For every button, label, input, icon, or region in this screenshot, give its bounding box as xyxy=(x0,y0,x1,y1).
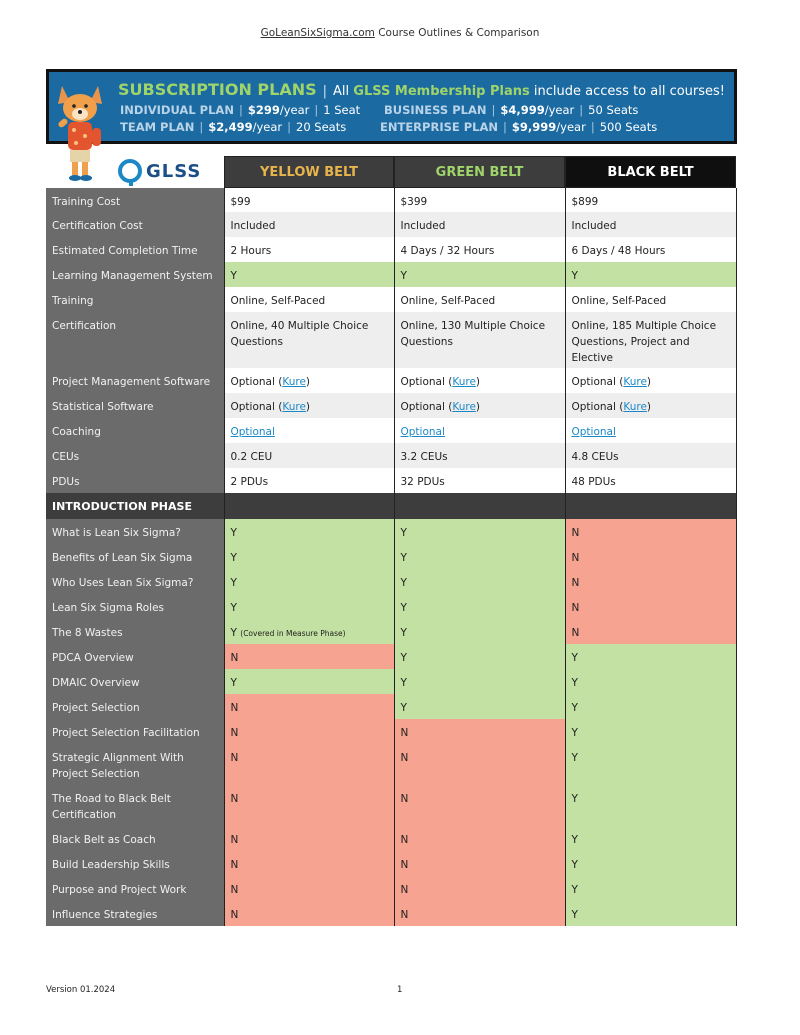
plan-per: /year xyxy=(544,103,575,117)
row-value xyxy=(565,594,736,619)
row-value xyxy=(565,644,736,669)
row-label: DMAIC Overview xyxy=(46,669,224,694)
row-value xyxy=(394,212,565,237)
row-label: Project Selection xyxy=(46,694,224,719)
cell-text: Y xyxy=(571,677,578,689)
row-value: Optional (Kure) xyxy=(394,393,565,418)
cell-text: Y xyxy=(230,677,237,689)
cell-text: Y xyxy=(400,702,407,714)
row-value xyxy=(224,594,394,619)
cell-text: Y xyxy=(571,859,578,871)
cell-text: $899 xyxy=(571,196,599,208)
banner-headline: SUBSCRIPTION PLANS | All GLSS Membership Plans include access to all courses! xyxy=(118,80,726,99)
column-header-green-belt: GREEN BELT xyxy=(394,156,565,188)
row-value xyxy=(394,826,565,851)
row-label: Learning Management System xyxy=(46,262,224,287)
row-value xyxy=(565,212,736,237)
cell-text: $399 xyxy=(400,196,428,208)
row-value xyxy=(394,694,565,719)
banner-highlight[interactable]: GLSS Membership Plans xyxy=(353,84,530,99)
row-label: Strategic Alignment With Project Selection xyxy=(46,744,224,785)
document-title xyxy=(0,27,800,39)
cell-text: N xyxy=(230,652,239,664)
cell-text: N xyxy=(400,752,409,764)
cell-text: Y xyxy=(571,652,578,664)
plan-price: $299 xyxy=(247,103,280,117)
cell-text: N xyxy=(400,793,409,805)
row-label: The 8 Wastes xyxy=(46,619,224,644)
row-value: Optional (Kure) xyxy=(565,368,736,393)
row-value xyxy=(224,744,394,785)
cell-text: 48 PDUs xyxy=(571,476,616,488)
comparison-table xyxy=(46,188,737,926)
row-value xyxy=(224,418,394,443)
row-label: PDCA Overview xyxy=(46,644,224,669)
table-row xyxy=(46,312,736,368)
row-value xyxy=(224,443,394,468)
table-row xyxy=(46,851,736,876)
plan-name: TEAM PLAN xyxy=(120,120,195,134)
row-value xyxy=(565,188,736,212)
row-value xyxy=(224,468,394,493)
row-value xyxy=(565,468,736,493)
plan-seats: 500 Seats xyxy=(599,120,658,134)
row-value xyxy=(394,719,565,744)
table-row xyxy=(46,443,736,468)
row-label: Black Belt as Coach xyxy=(46,826,224,851)
row-value xyxy=(224,312,394,368)
cell-text: Y xyxy=(400,270,407,282)
coaching-optional-link[interactable]: Optional xyxy=(571,426,616,438)
row-value xyxy=(565,719,736,744)
row-label: Certification xyxy=(46,312,224,368)
cell-text: Y xyxy=(230,270,237,282)
row-value xyxy=(224,569,394,594)
plan-per: /year xyxy=(279,103,310,117)
row-label: Build Leadership Skills xyxy=(46,851,224,876)
cell-text: N xyxy=(571,577,580,589)
row-value xyxy=(394,312,565,368)
row-label: Benefits of Lean Six Sigma xyxy=(46,544,224,569)
cell-text: N xyxy=(230,884,239,896)
table-row xyxy=(46,901,736,926)
banner-text-before: All xyxy=(333,84,350,99)
kure-link[interactable]: Kure xyxy=(452,376,476,388)
row-value xyxy=(394,785,565,826)
table-row xyxy=(46,719,736,744)
cell-text: Y xyxy=(230,602,237,614)
row-value xyxy=(394,644,565,669)
row-value xyxy=(565,493,736,519)
row-label: Project Selection Facilitation xyxy=(46,719,224,744)
table-row xyxy=(46,694,736,719)
cell-text: N xyxy=(230,834,239,846)
row-value: Optional (Kure) xyxy=(565,393,736,418)
table-row xyxy=(46,876,736,901)
cell-text: Included xyxy=(400,220,446,232)
table-row xyxy=(46,826,736,851)
plan-price: $4,999 xyxy=(500,103,545,117)
row-value xyxy=(394,669,565,694)
row-value xyxy=(394,569,565,594)
row-value xyxy=(394,544,565,569)
plan-seats: 50 Seats xyxy=(588,103,639,117)
banner-text-after: include access to all courses! xyxy=(533,84,726,99)
table-row xyxy=(46,744,736,785)
table-row xyxy=(46,493,736,519)
row-label: What is Lean Six Sigma? xyxy=(46,519,224,544)
plan-per: /year xyxy=(556,120,586,134)
cell-text: Y xyxy=(571,909,578,921)
cell-text: N xyxy=(571,527,580,539)
row-value xyxy=(565,569,736,594)
plan-price: $2,499 xyxy=(208,120,253,134)
plan-name: INDIVIDUAL PLAN xyxy=(120,103,234,117)
row-label: Project Management Software xyxy=(46,368,224,393)
row-value xyxy=(224,287,394,312)
row-label: Training xyxy=(46,287,224,312)
row-value xyxy=(394,901,565,926)
cell-text: N xyxy=(400,884,409,896)
row-value xyxy=(224,785,394,826)
cell-text: N xyxy=(571,552,580,564)
row-value xyxy=(565,287,736,312)
cell-text: 2 Hours xyxy=(230,245,272,257)
cell-text: 4.8 CEUs xyxy=(571,451,619,463)
cell-text: N xyxy=(400,859,409,871)
row-value xyxy=(224,519,394,544)
cell-text: N xyxy=(230,752,239,764)
table-row xyxy=(46,644,736,669)
cell-text: 2 PDUs xyxy=(230,476,269,488)
cell-text: Y xyxy=(571,793,578,805)
document-title-text: Course Outlines & Comparison xyxy=(378,27,540,39)
row-value xyxy=(224,188,394,212)
cell-text: Y xyxy=(230,552,237,564)
row-value: Optional (Kure) xyxy=(394,368,565,393)
row-value xyxy=(224,544,394,569)
row-label: Estimated Completion Time xyxy=(46,237,224,262)
cell-text: Y xyxy=(571,752,578,764)
cell-text: N xyxy=(230,702,239,714)
row-value xyxy=(394,262,565,287)
coaching-optional-link[interactable]: Optional xyxy=(230,426,275,438)
cell-text: N xyxy=(571,602,580,614)
row-value xyxy=(394,493,565,519)
row-value xyxy=(565,443,736,468)
row-value xyxy=(565,744,736,785)
row-value xyxy=(394,443,565,468)
row-value xyxy=(394,418,565,443)
banner-heading: SUBSCRIPTION PLANS xyxy=(118,80,317,99)
cell-text: Y xyxy=(230,577,237,589)
cell-text: Y xyxy=(400,527,407,539)
row-value xyxy=(224,237,394,262)
row-value xyxy=(224,826,394,851)
plan-individual: INDIVIDUAL PLAN | $299/year | 1 Seat xyxy=(120,103,361,117)
row-value xyxy=(394,237,565,262)
plan-name: ENTERPRISE PLAN xyxy=(380,120,499,134)
row-value xyxy=(565,876,736,901)
cell-text: 4 Days / 32 Hours xyxy=(400,245,495,257)
row-value xyxy=(394,594,565,619)
kure-link[interactable]: Kure xyxy=(623,376,647,388)
kure-link[interactable]: Kure xyxy=(452,401,476,413)
table-row xyxy=(46,287,736,312)
cell-text: N xyxy=(571,627,580,639)
row-value xyxy=(224,262,394,287)
cell-text: Online, 130 Multiple Choice Questions xyxy=(400,320,546,348)
cell-text: Y xyxy=(571,270,578,282)
row-value xyxy=(565,418,736,443)
row-value xyxy=(224,212,394,237)
table-row xyxy=(46,418,736,443)
row-value xyxy=(565,669,736,694)
table-row xyxy=(46,594,736,619)
cell-text: Y xyxy=(400,627,407,639)
row-value xyxy=(224,493,394,519)
plan-business: BUSINESS PLAN | $4,999/year | 50 Seats xyxy=(384,103,639,117)
row-label: The Road to Black Belt Certification xyxy=(46,785,224,826)
row-label: Who Uses Lean Six Sigma? xyxy=(46,569,224,594)
cell-text: Y xyxy=(400,552,407,564)
cell-text: Online, Self-Paced xyxy=(400,295,496,307)
table-row xyxy=(46,544,736,569)
row-value xyxy=(565,619,736,644)
column-header-yellow-belt: YELLOW BELT xyxy=(224,156,394,188)
row-label: Certification Cost xyxy=(46,212,224,237)
table-row xyxy=(46,785,736,826)
cell-text: Y xyxy=(400,677,407,689)
row-value xyxy=(394,287,565,312)
table-row xyxy=(46,212,736,237)
cell-text: N xyxy=(400,909,409,921)
row-value xyxy=(394,619,565,644)
row-label: Training Cost xyxy=(46,188,224,212)
cell-text: Y xyxy=(230,527,237,539)
row-value xyxy=(224,876,394,901)
cell-text: Y xyxy=(571,884,578,896)
row-label: Influence Strategies xyxy=(46,901,224,926)
plan-enterprise: ENTERPRISE PLAN | $9,999/year | 500 Seats xyxy=(380,120,658,134)
glss-logo-icon xyxy=(118,159,142,183)
table-row xyxy=(46,619,736,644)
plan-seats: 1 Seat xyxy=(323,103,361,117)
row-value xyxy=(394,851,565,876)
row-value: Optional (Kure) xyxy=(224,393,394,418)
row-value xyxy=(394,744,565,785)
row-value xyxy=(565,544,736,569)
cell-text: N xyxy=(230,909,239,921)
table-row xyxy=(46,237,736,262)
cell-note: (Covered in Measure Phase) xyxy=(240,629,346,638)
row-value xyxy=(565,519,736,544)
coaching-optional-link[interactable]: Optional xyxy=(400,426,445,438)
row-value xyxy=(394,188,565,212)
cell-text: Y xyxy=(400,652,407,664)
cell-text: Y xyxy=(230,627,237,639)
row-value xyxy=(224,669,394,694)
plan-per: /year xyxy=(252,120,283,134)
cell-text: Online, Self-Paced xyxy=(230,295,326,307)
cell-text: N xyxy=(400,834,409,846)
glss-logo xyxy=(118,155,201,187)
kure-link[interactable]: Kure xyxy=(282,401,306,413)
plan-price: $9,999 xyxy=(511,120,557,134)
cell-text: Y xyxy=(400,577,407,589)
row-value xyxy=(224,644,394,669)
row-value xyxy=(224,719,394,744)
row-value xyxy=(565,826,736,851)
row-label: PDUs xyxy=(46,468,224,493)
row-value xyxy=(565,312,736,368)
row-value xyxy=(565,851,736,876)
column-header-black-belt: BLACK BELT xyxy=(565,156,736,188)
row-value xyxy=(224,694,394,719)
cell-text: Included xyxy=(230,220,276,232)
row-label: Coaching xyxy=(46,418,224,443)
plan-name: BUSINESS PLAN xyxy=(384,103,487,117)
cell-text: Included xyxy=(571,220,617,232)
version-label: Version 01.2024 xyxy=(46,985,116,995)
plan-seats: 20 Seats xyxy=(296,120,347,134)
table-row xyxy=(46,569,736,594)
cell-text: Online, 40 Multiple Choice Questions xyxy=(230,320,369,348)
row-value xyxy=(224,619,394,644)
cell-text: 6 Days / 48 Hours xyxy=(571,245,666,257)
table-row xyxy=(46,468,736,493)
table-row xyxy=(46,188,736,212)
plan-team: TEAM PLAN | $2,499/year | 20 Seats xyxy=(120,120,347,134)
row-label: Purpose and Project Work xyxy=(46,876,224,901)
table-row xyxy=(46,393,736,418)
cell-text: N xyxy=(400,727,409,739)
cell-text: Online, Self-Paced xyxy=(571,295,667,307)
row-value xyxy=(224,901,394,926)
cell-text: 0.2 CEU xyxy=(230,451,273,463)
cell-text: 3.2 CEUs xyxy=(400,451,448,463)
cell-text: N xyxy=(230,727,239,739)
row-value: Optional (Kure) xyxy=(224,368,394,393)
row-value xyxy=(394,468,565,493)
kure-link[interactable]: Kure xyxy=(282,376,306,388)
table-row xyxy=(46,368,736,393)
row-value xyxy=(565,262,736,287)
row-value xyxy=(394,519,565,544)
cell-text: Online, 185 Multiple Choice Questions, Project and Elective xyxy=(571,320,717,364)
cell-text: Y xyxy=(400,602,407,614)
row-value xyxy=(565,901,736,926)
cell-text: N xyxy=(230,793,239,805)
row-label: CEUs xyxy=(46,443,224,468)
table-row xyxy=(46,262,736,287)
row-value xyxy=(565,237,736,262)
logo-text: GLSS xyxy=(146,160,202,182)
row-label: Statistical Software xyxy=(46,393,224,418)
row-value xyxy=(224,851,394,876)
row-value xyxy=(565,785,736,826)
row-label: Lean Six Sigma Roles xyxy=(46,594,224,619)
cell-text: Y xyxy=(571,702,578,714)
cell-text: N xyxy=(230,859,239,871)
cell-text: 32 PDUs xyxy=(400,476,445,488)
cell-text: Y xyxy=(571,834,578,846)
row-label: INTRODUCTION PHASE xyxy=(46,493,224,519)
row-value xyxy=(565,694,736,719)
page-number: 1 xyxy=(397,985,403,995)
cell-text: Y xyxy=(571,727,578,739)
table-row xyxy=(46,669,736,694)
row-value xyxy=(394,876,565,901)
fox-mascot-icon xyxy=(52,80,112,184)
kure-link[interactable]: Kure xyxy=(623,401,647,413)
site-link[interactable]: GoLeanSixSigma.com xyxy=(260,27,375,39)
table-row xyxy=(46,519,736,544)
cell-text: $99 xyxy=(230,196,251,208)
